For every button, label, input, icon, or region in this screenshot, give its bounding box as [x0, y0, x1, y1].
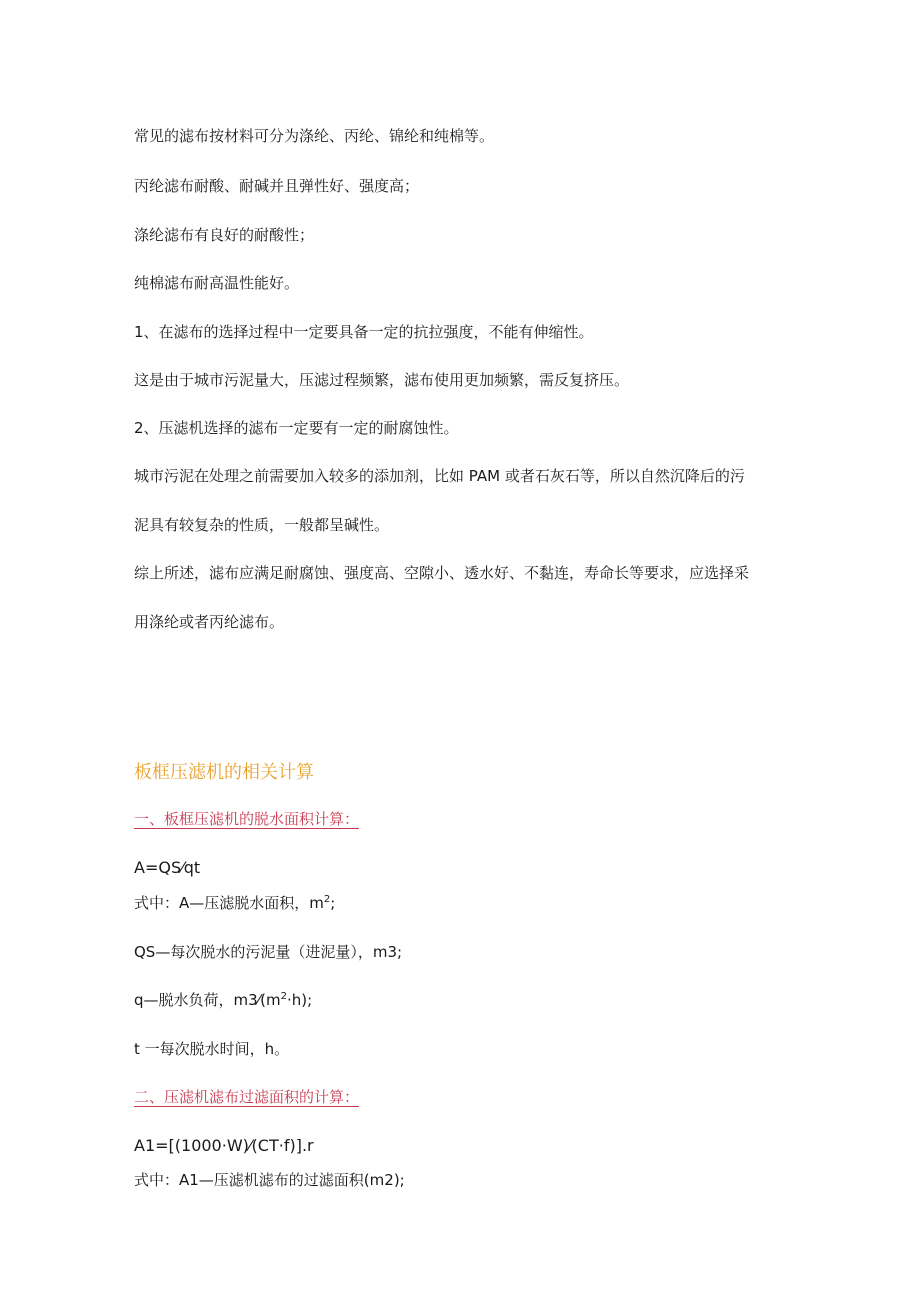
paragraph-point-2-reason-line1: 城市污泥在处理之前需要加入较多的添加剂，比如 PAM 或者石灰石等，所以自然沉降后的污: [134, 467, 745, 485]
section-title: 板框压滤机的相关计算: [134, 762, 314, 783]
paragraph-summary-line1: 综上所述，滤布应满足耐腐蚀、强度高、空隙小、透水好、不黏连，寿命长等要求，应选择采: [134, 564, 750, 582]
definition-q: [134, 990, 312, 1010]
paragraph-summary-line2: 用涤纶或者丙纶滤布。: [134, 613, 285, 631]
formula-dewatering-area: A=QS⁄qt: [134, 858, 201, 877]
paragraph-polypropylene: 丙纶滤布耐酸、耐碱并且弹性好、强度高；: [134, 177, 420, 195]
definition-q-superscript: 2: [280, 991, 288, 1002]
definition-q-end: ·h);: [287, 991, 313, 1009]
formula-filter-area: A1=[(1000·W)⁄(CT·f)].r: [134, 1136, 314, 1155]
definition-a-text: 式中：A—压滤脱水面积，m: [134, 894, 324, 912]
paragraph-point-1-reason: 这是由于城市污泥量大，压滤过程频繁，滤布使用更加频繁，需反复挤压。: [134, 371, 630, 389]
paragraph-polyester: 涤纶滤布有良好的耐酸性；: [134, 226, 315, 244]
definition-a1: 式中：A1—压滤机滤布的过滤面积(m2);: [134, 1171, 405, 1189]
subsection-title-filter-area: 二、压滤机滤布过滤面积的计算：: [134, 1088, 360, 1106]
paragraph-point-2-reason-line2: 泥具有较复杂的性质，一般都呈碱性。: [134, 516, 390, 534]
subsection-title-dewatering-area: 一、板框压滤机的脱水面积计算：: [134, 810, 360, 828]
paragraph-point-2: 2、压滤机选择的滤布一定要有一定的耐腐蚀性。: [134, 419, 459, 437]
definition-a-superscript: 2: [323, 894, 331, 905]
definition-a-end: ;: [330, 894, 336, 912]
paragraph-point-1: 1、在滤布的选择过程中一定要具备一定的抗拉强度，不能有伸缩性。: [134, 323, 594, 341]
definition-t: t 一每次脱水时间，h。: [134, 1040, 290, 1058]
paragraph-cotton: 纯棉滤布耐高温性能好。: [134, 274, 300, 292]
paragraph-materials: 常见的滤布按材料可分为涤纶、丙纶、锦纶和纯棉等。: [134, 127, 495, 145]
definition-q-text: q—脱水负荷，m3⁄(m: [134, 991, 281, 1009]
definition-qs: QS—每次脱水的污泥量（进泥量），m3;: [134, 943, 403, 961]
definition-a: [134, 893, 335, 913]
